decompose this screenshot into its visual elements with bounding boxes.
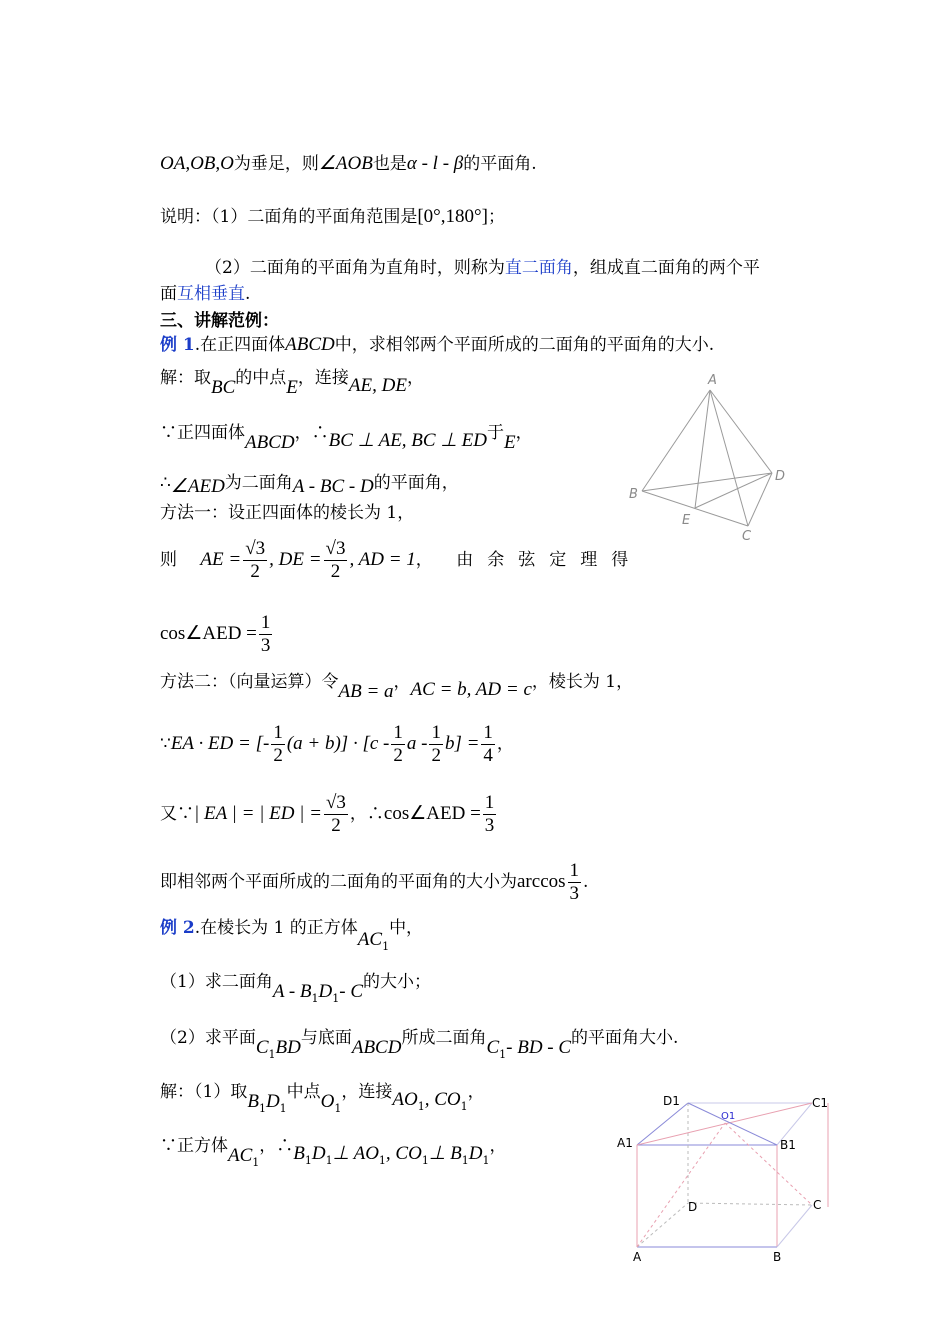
- text: ，: [489, 1136, 507, 1156]
- label-B1: B1: [780, 1138, 796, 1152]
- text: 中，: [389, 918, 424, 938]
- fraction: [271, 722, 285, 767]
- math: D: [265, 1091, 280, 1112]
- text: 的平面角.: [463, 154, 537, 174]
- text-line: [160, 421, 533, 453]
- text-line: [160, 333, 714, 357]
- text-line: [160, 1026, 679, 1061]
- edge-DC: [688, 1203, 812, 1205]
- text: .: [245, 284, 251, 304]
- text: ∵: [160, 734, 171, 754]
- math: , CO: [385, 1143, 422, 1164]
- numerator: √3: [325, 792, 346, 813]
- math: C: [486, 1037, 500, 1058]
- text: ，∴: [259, 1136, 294, 1156]
- subscript: 1: [499, 1048, 507, 1061]
- math: BD: [275, 1037, 301, 1058]
- subscript: 1: [325, 1154, 333, 1167]
- subscript: 1: [382, 940, 390, 953]
- text: ∵正四面体: [160, 423, 245, 443]
- math: ABCD: [285, 334, 335, 355]
- text: 即相邻两个平面所成的二面角的平面角的大小为: [160, 872, 517, 892]
- text: ∴: [160, 473, 171, 493]
- edge-BC: [642, 491, 748, 526]
- math: b] =: [444, 733, 480, 754]
- math: AC: [228, 1145, 253, 1166]
- edge-AB: [642, 390, 710, 491]
- math: B: [247, 1091, 259, 1112]
- edge-AC: [710, 390, 748, 526]
- text: ，∴: [349, 804, 384, 824]
- math: | EA | = | ED | =: [194, 803, 322, 824]
- text: ，: [415, 550, 433, 570]
- fraction: [243, 538, 267, 583]
- math: ∠AED: [170, 476, 225, 497]
- denominator: 2: [431, 745, 441, 766]
- subscript: 1: [252, 1156, 260, 1169]
- text: 与底面: [300, 1028, 352, 1048]
- math: BC ⊥ AE, BC ⊥ ED: [328, 430, 487, 451]
- text: ，: [496, 734, 514, 754]
- text: 的平面角，: [373, 473, 459, 493]
- subscript: 1: [461, 1154, 469, 1167]
- label-D1: D1: [663, 1094, 680, 1108]
- label-C1: C1: [812, 1096, 829, 1110]
- math: A - BC - D: [292, 476, 374, 497]
- fraction: [483, 792, 497, 837]
- section-heading: 三、讲解范例：: [160, 311, 279, 331]
- text: 解：取: [160, 368, 211, 388]
- numerator: 1: [484, 792, 495, 813]
- label-E: E: [682, 513, 691, 528]
- math: C: [255, 1037, 269, 1058]
- math: ABCD: [351, 1037, 402, 1058]
- text: ∵正方体: [160, 1136, 228, 1156]
- text: 的大小；: [363, 972, 432, 992]
- subscript: 1: [304, 1154, 312, 1167]
- denominator: 2: [393, 745, 403, 766]
- segment-CO1: [725, 1123, 812, 1205]
- text: 由余弦定理得: [456, 550, 643, 570]
- edge-BC: [777, 1205, 812, 1247]
- text-line: [160, 1134, 507, 1169]
- subscript: 1: [421, 1154, 429, 1167]
- label-O1: O1: [721, 1111, 736, 1122]
- denominator: 3: [569, 883, 580, 904]
- term: 直二面角: [504, 258, 573, 278]
- text-line: [160, 205, 505, 229]
- text-line: [205, 256, 760, 280]
- denominator: 2: [331, 815, 341, 836]
- text: 于: [486, 423, 504, 443]
- text-line: [160, 970, 432, 1005]
- numerator: 1: [431, 722, 441, 743]
- label-A: A: [633, 1250, 642, 1264]
- math: cos∠AED =: [383, 803, 481, 824]
- text: ；: [487, 207, 505, 227]
- text: 为二面角: [224, 473, 293, 493]
- numerator: 1: [393, 722, 403, 743]
- label-B: B: [773, 1250, 782, 1264]
- text-line: [160, 670, 634, 702]
- text-line: [160, 612, 274, 657]
- label-A1: A1: [617, 1136, 633, 1150]
- text: .在正四面体: [194, 335, 286, 355]
- math: AE, DE: [348, 375, 407, 396]
- term: 互相垂直: [177, 284, 245, 304]
- math: ∠AOB: [318, 153, 373, 174]
- text: 的中点: [235, 368, 287, 388]
- math: AC: [357, 929, 383, 950]
- math: OA,OB,O: [160, 153, 234, 174]
- text-line: [160, 916, 424, 953]
- text: ，: [406, 368, 424, 388]
- text: ，: [393, 672, 411, 692]
- numerator: 1: [273, 722, 283, 743]
- text: 又∵: [160, 804, 194, 824]
- fraction: [324, 538, 348, 583]
- math: , DE =: [269, 549, 322, 570]
- edge-AD: [637, 1203, 688, 1247]
- text: 中，求相邻两个平面所成的二面角的平面角的大小.: [334, 335, 715, 355]
- text-line: 方法一：设正四面体的棱长为 1，: [160, 503, 415, 523]
- text-line: [160, 366, 424, 398]
- fraction: [391, 722, 405, 767]
- label-B: B: [629, 487, 638, 502]
- math: B: [293, 1143, 305, 1164]
- fraction: [429, 722, 443, 767]
- text: 说明：（1）二面角的平面角范围是: [160, 207, 418, 227]
- diag-D1B1: [688, 1103, 777, 1145]
- subscript: 1: [311, 992, 319, 1005]
- text: ，: [467, 1082, 485, 1102]
- denominator: 2: [330, 561, 341, 582]
- text: 为垂足，则: [233, 154, 319, 174]
- math: A - B: [272, 981, 312, 1002]
- math: arccos: [517, 871, 566, 892]
- text: 所成二面角: [401, 1028, 487, 1048]
- math: , CO: [424, 1089, 461, 1110]
- math: D: [318, 981, 333, 1002]
- text: ，连接: [297, 368, 349, 388]
- text: （2）求平面: [160, 1028, 256, 1048]
- label-A: A: [708, 373, 717, 388]
- numerator: √3: [325, 538, 346, 559]
- numerator: 1: [483, 722, 493, 743]
- subscript: 1: [334, 1102, 342, 1115]
- math: ⊥ B: [428, 1143, 462, 1164]
- subscript: 1: [460, 1100, 468, 1113]
- math: , AD = 1: [349, 549, 416, 570]
- denominator: 4: [483, 745, 493, 766]
- math: - C: [339, 981, 364, 1002]
- cube-figure: [615, 1085, 845, 1265]
- edge-AD: [710, 390, 772, 473]
- math: D: [311, 1143, 326, 1164]
- text: 的平面角大小.: [571, 1028, 679, 1048]
- fraction: [259, 612, 273, 657]
- text: .: [583, 872, 589, 892]
- text-line: [160, 471, 459, 495]
- text: 方法二：（向量运算）令: [160, 672, 339, 692]
- subscript: 1: [378, 1154, 386, 1167]
- subscript: 1: [279, 1102, 287, 1115]
- denominator: 3: [484, 815, 495, 836]
- math: (a + b)] · [c -: [286, 733, 390, 754]
- text-line: [160, 722, 514, 767]
- text: 面: [160, 284, 177, 304]
- subscript: 1: [417, 1100, 425, 1113]
- text: ，: [515, 423, 533, 443]
- math: AE =: [200, 549, 242, 570]
- text-line: [160, 282, 250, 306]
- example-label: 例 1: [160, 335, 195, 355]
- math: EA · ED = [-: [170, 733, 270, 754]
- label-C: C: [742, 529, 752, 544]
- math: O: [320, 1091, 335, 1112]
- label-D: D: [775, 469, 786, 484]
- text-line: [160, 1080, 485, 1115]
- text: 中点: [286, 1082, 321, 1102]
- denominator: 2: [250, 561, 260, 582]
- math: E: [286, 377, 298, 398]
- math: a -: [406, 733, 428, 754]
- text: 也是: [372, 154, 407, 174]
- text: ，组成直二面角的两个平: [572, 258, 760, 278]
- text: ，棱长为 1，: [531, 672, 634, 692]
- math: ABCD: [245, 432, 295, 453]
- subscript: 1: [482, 1154, 490, 1167]
- fraction: [568, 860, 582, 905]
- math: ⊥ AO: [332, 1143, 379, 1164]
- fraction: [324, 792, 348, 837]
- denominator: 2: [273, 745, 283, 766]
- label-C: C: [813, 1198, 822, 1212]
- subscript: 1: [268, 1048, 276, 1061]
- text-line: [160, 860, 588, 905]
- math: α - l - β: [406, 153, 464, 174]
- fraction: [481, 722, 495, 767]
- numerator: √3: [245, 538, 266, 559]
- math: AO: [392, 1089, 418, 1110]
- label-D: D: [688, 1200, 698, 1214]
- subscript: 1: [258, 1102, 266, 1115]
- math: E: [503, 432, 516, 453]
- math: [0°,180°]: [417, 206, 488, 227]
- text: .在棱长为 1 的正方体: [194, 918, 358, 938]
- segment-AE: [695, 390, 710, 508]
- text: 则: [160, 550, 177, 570]
- text: （2）二面角的平面角为直角时，则称为: [205, 258, 505, 278]
- text: ，∴: [294, 423, 329, 443]
- math: AB = a: [338, 681, 394, 702]
- subscript: 1: [332, 992, 340, 1005]
- math: D: [468, 1143, 483, 1164]
- numerator: 1: [569, 860, 580, 881]
- text: （1）求二面角: [160, 972, 273, 992]
- edge-DC: [748, 473, 772, 526]
- text-line: [160, 538, 642, 583]
- denominator: 3: [260, 635, 271, 656]
- math: AC = b, AD = c: [410, 679, 532, 700]
- math: cos∠AED =: [160, 623, 257, 644]
- text: ，连接: [341, 1082, 393, 1102]
- numerator: 1: [260, 612, 271, 633]
- example-label: 例 2: [160, 918, 195, 938]
- text: 解：（1）取: [160, 1082, 248, 1102]
- math: - BD - C: [506, 1037, 572, 1058]
- tetrahedron-figure: [620, 368, 800, 548]
- math: BC: [211, 377, 236, 398]
- text-line: [160, 792, 498, 837]
- text-line: [160, 152, 537, 176]
